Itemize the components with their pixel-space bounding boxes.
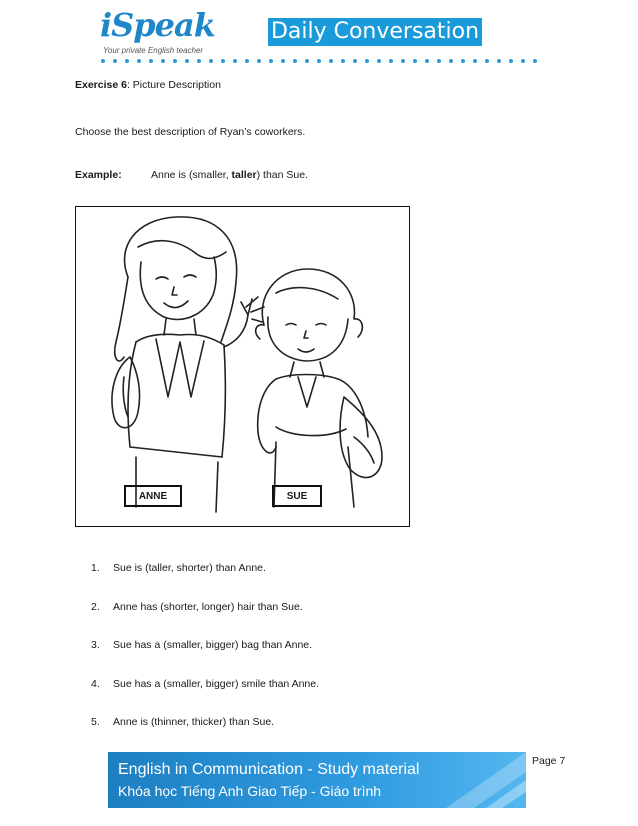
footer-title: English in Communication - Study material <box>118 761 420 778</box>
anne-name-label: ANNE <box>124 485 182 507</box>
divider-dot <box>305 59 309 63</box>
sue-name-label: SUE <box>272 485 322 507</box>
question-item <box>91 716 274 728</box>
example-text-before: Anne is (smaller, <box>151 169 232 181</box>
divider-dot <box>185 59 189 63</box>
page-number: Page 7 <box>532 755 566 767</box>
divider-dot <box>233 59 237 63</box>
exercise-title: : Picture Description <box>126 79 221 91</box>
logo-wordmark: iSpeak <box>100 6 215 44</box>
exercise-number: Exercise 6 <box>75 79 127 91</box>
picture-frame <box>75 206 410 527</box>
divider-dot <box>173 59 177 63</box>
divider-dot <box>461 59 465 63</box>
question-text: Anne has (shorter, longer) hair than Sue. <box>113 601 303 613</box>
divider-dot <box>269 59 273 63</box>
divider-dot <box>149 59 153 63</box>
anne-face <box>140 257 216 319</box>
question-text: Sue is (taller, shorter) than Anne. <box>113 562 266 574</box>
divider-dot <box>125 59 129 63</box>
question-text: Sue has a (smaller, bigger) smile than Anne. <box>113 678 320 690</box>
divider-dot <box>197 59 201 63</box>
divider-dot <box>281 59 285 63</box>
question-number: 1. <box>91 562 100 574</box>
question-number: 2. <box>91 601 100 613</box>
divider-dot <box>221 59 225 63</box>
divider-dot <box>353 59 357 63</box>
dotted-divider <box>100 58 546 64</box>
divider-dot <box>113 59 117 63</box>
exercise-instruction: Choose the best description of Ryan’s coworkers. <box>75 126 306 138</box>
divider-dot <box>365 59 369 63</box>
question-number: 3. <box>91 639 100 651</box>
question-item <box>91 678 319 690</box>
divider-dot <box>449 59 453 63</box>
divider-dot <box>473 59 477 63</box>
divider-dot <box>209 59 213 63</box>
divider-dot <box>245 59 249 63</box>
question-number: 4. <box>91 678 100 690</box>
divider-dot <box>293 59 297 63</box>
divider-dot <box>497 59 501 63</box>
divider-dot <box>401 59 405 63</box>
question-text: Anne is (thinner, thicker) than Sue. <box>113 716 275 728</box>
divider-dot <box>521 59 525 63</box>
document-title-badge: Daily Conversation <box>268 18 482 46</box>
question-text: Sue has a (smaller, bigger) bag than Anne. <box>113 639 313 651</box>
logo-tagline: Your private English teacher <box>103 46 204 55</box>
divider-dot <box>257 59 261 63</box>
footer-subtitle: Khóa học Tiếng Anh Giao Tiếp - Giáo trình <box>118 783 382 799</box>
divider-dot <box>437 59 441 63</box>
divider-dot <box>533 59 537 63</box>
question-item <box>91 601 303 613</box>
coworkers-illustration <box>76 207 409 526</box>
divider-dot <box>377 59 381 63</box>
example-text-after: ) than Sue. <box>256 169 309 181</box>
footer-banner <box>108 752 526 808</box>
banner-sheen-graphic <box>416 752 526 808</box>
question-item <box>91 562 266 574</box>
divider-dot <box>425 59 429 63</box>
exercise-heading <box>75 79 221 91</box>
question-item <box>91 639 312 651</box>
example-sentence <box>151 169 308 181</box>
divider-dot <box>341 59 345 63</box>
divider-dot <box>137 59 141 63</box>
example-answer: taller <box>231 169 257 181</box>
divider-dot <box>161 59 165 63</box>
question-number: 5. <box>91 716 100 728</box>
divider-dot <box>485 59 489 63</box>
divider-dot <box>329 59 333 63</box>
anne-hair-outline <box>125 217 237 342</box>
brand-logo <box>100 6 220 61</box>
divider-dot <box>389 59 393 63</box>
divider-dot <box>317 59 321 63</box>
divider-dot <box>101 59 105 63</box>
example-label: Example: <box>75 169 122 181</box>
sue-face <box>268 317 348 361</box>
divider-dot <box>413 59 417 63</box>
divider-dot <box>509 59 513 63</box>
